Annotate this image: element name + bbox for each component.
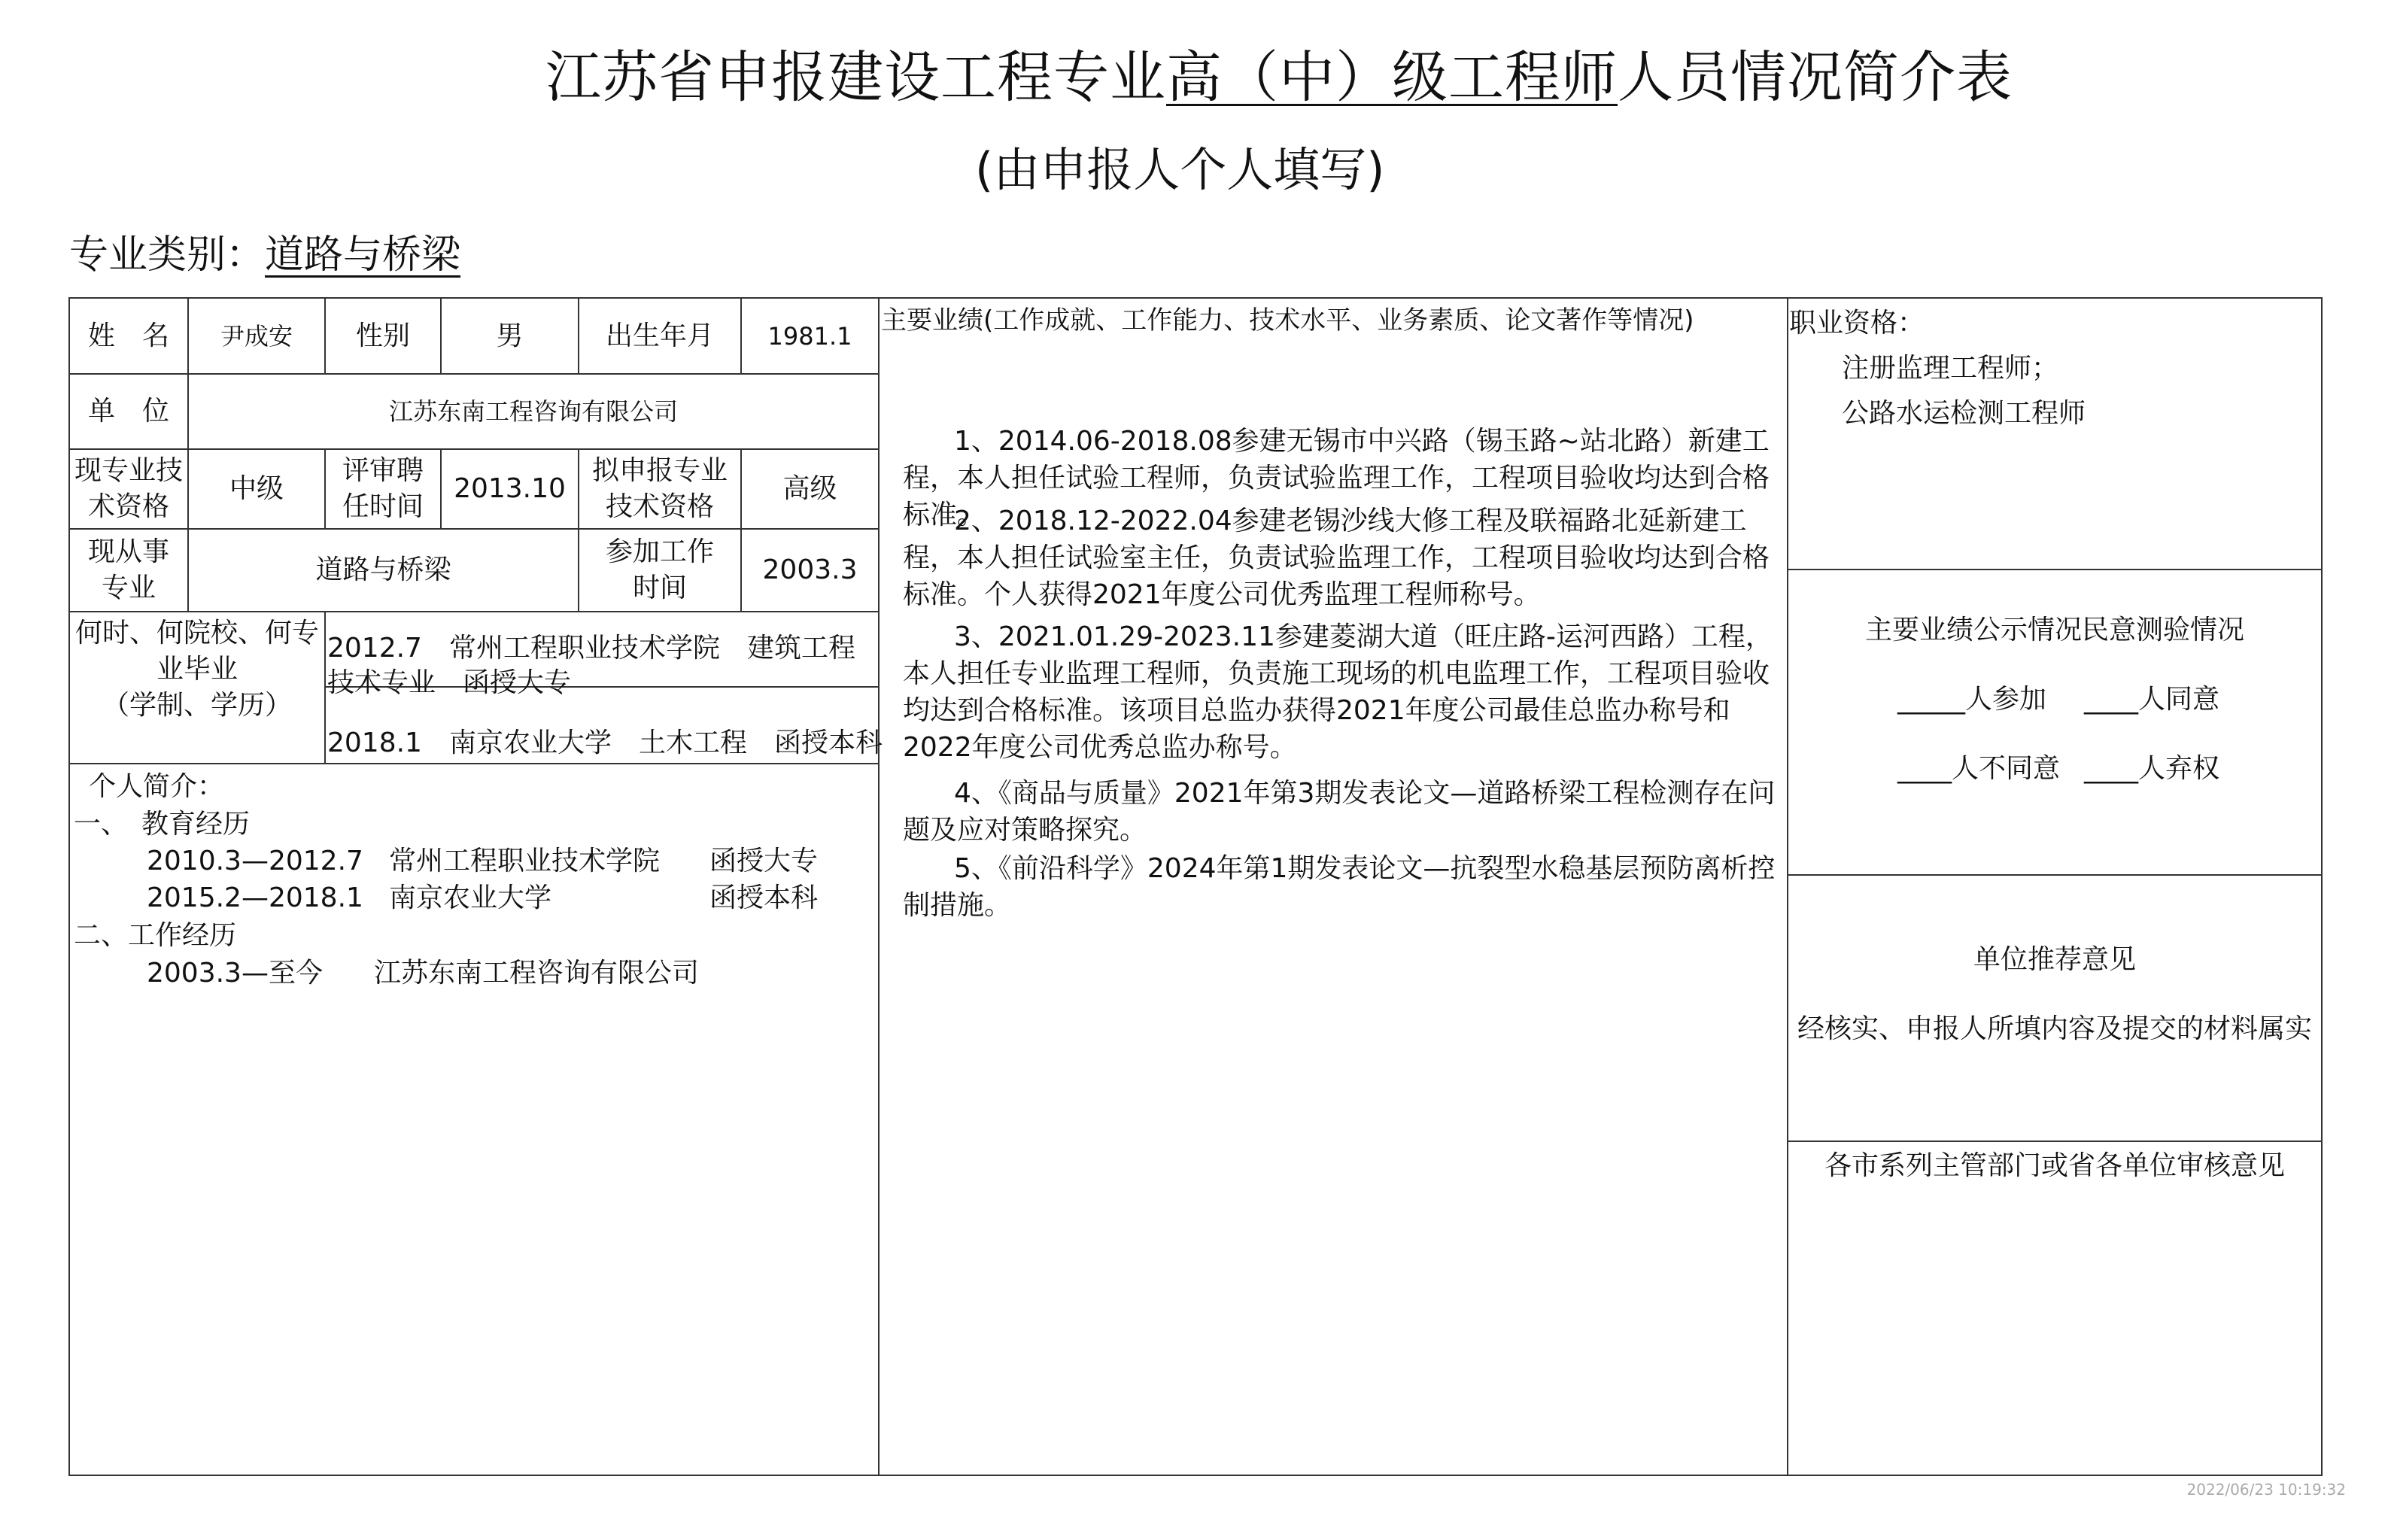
edu-school: 南京农业大学 (389, 882, 552, 913)
category (69, 223, 460, 279)
grad-label-2: （学制、学历） (102, 690, 292, 721)
edu-period: 2015.2—2018.1 (147, 882, 363, 913)
intro-heading: 个人简介： (89, 771, 225, 802)
qualification-item: 注册监理工程师； (1842, 353, 2059, 384)
edu-period: 2010.3—2012.7 (147, 846, 363, 876)
unit-label: 单 位 (87, 396, 169, 427)
survey-abstain: ____人弃权 (2084, 753, 2220, 784)
apply-qual-label: 拟申报专业技术资格 (591, 455, 728, 522)
birth-label: 出生年月 (605, 320, 714, 351)
survey-heading: 主要业绩公示情况民意测验情况 (1864, 615, 2244, 645)
achievement-item: 1、2014.06-2018.08参建无锡市中兴路（锡玉路~站北路）新建工程，本人担任试验工程师，负责试验监理工作，工程项目验收均达到合格标准。 (903, 426, 1770, 530)
survey-participate: _____人参加 (1897, 684, 2047, 715)
edu-degree: 函授本科 (709, 882, 819, 913)
unit-value: 江苏东南工程咨询有限公司 (388, 397, 678, 426)
title-pre: 江苏省申报建设工程专业 (545, 45, 1166, 110)
appoint-label: 评审聘任时间 (342, 455, 424, 522)
work-start-value: 2003.3 (762, 554, 858, 585)
current-qual-value: 中级 (229, 473, 284, 504)
gender-value: 男 (496, 320, 524, 351)
grad-label (70, 612, 324, 763)
recommend-text: 经核实、申报人所填内容及提交的材料属实 (1797, 1013, 2312, 1044)
appoint-value: 2013.10 (454, 473, 566, 504)
qualification-heading: 职业资格： (1789, 308, 1925, 339)
name-value: 尹成安 (220, 321, 293, 351)
work-heading: 二、工作经历 (74, 920, 237, 951)
recommend-heading: 单位推荐意见 (1973, 944, 2136, 975)
achievement-item: 2、2018.12-2022.04参建老锡沙线大修工程及联福路北延新建工程，本人担任试验室主任，负责试验监理工作，工程项目验收均达到合格标准。个人获得2021年度公司优秀监理工程师称号。 (903, 506, 1770, 610)
edu-school: 常州工程职业技术学院 (389, 846, 661, 876)
work-start-label: 参加工作时间 (605, 536, 714, 603)
edu-heading: 一、 教育经历 (74, 809, 251, 840)
qualification-item: 公路水运检测工程师 (1842, 398, 2086, 429)
birth-value: 1981.1 (767, 321, 852, 351)
page-title (0, 33, 2388, 113)
timestamp: 2022/06/23 10:19:32 (2186, 1481, 2346, 1499)
apply-qual-value: 高级 (782, 473, 837, 504)
name-label: 姓 名 (87, 320, 169, 351)
grad-label-1: 何时、何院校、何专业毕业 (74, 618, 319, 685)
major-label: 现从事专业 (87, 536, 169, 603)
gender-label: 性别 (355, 320, 410, 351)
edu-degree: 函授大专 (709, 846, 819, 876)
grad-1-line2: 技术专业 函授大专 (327, 667, 572, 698)
major-value: 道路与桥梁 (315, 554, 451, 585)
title-post: 人员情况简介表 (1618, 45, 2013, 110)
work-period: 2003.3—至今 (147, 958, 323, 989)
work-org: 江苏东南工程咨询有限公司 (374, 958, 700, 989)
achievement-item: 3、2021.01.29-2023.11参建菱湖大道（旺庄路-运河西路）工程，本人担任专业监理工程师，负责施工现场的机电监理工作，工程项目验收均达到合格标准。该项目总监办获得2021年度公司最佳总监办称号和2022年度公司优秀总监办称号。 (903, 621, 1773, 763)
category-value: 道路与桥梁 (265, 232, 461, 278)
review-heading: 各市系列主管部门或省各单位审核意见 (1824, 1150, 2285, 1181)
survey-disagree: ____人不同意 (1897, 753, 2061, 784)
achievement-item: 4、《商品与质量》2021年第3期发表论文—道路桥梁工程检测存在问题及应对策略探究。 (903, 778, 1776, 846)
title-underlined: 高（中）级工程师 (1166, 45, 1618, 110)
page-subtitle: (由申报人个人填写) (975, 142, 1385, 197)
achievements-heading: 主要业绩(工作成就、工作能力、技术水平、业务素质、论文著作等情况) (881, 305, 1694, 336)
achievement-item: 5、《前沿科学》2024年第1期发表论文—抗裂型水稳基层预防离析控制措施。 (903, 853, 1776, 921)
category-label: 专业类别： (69, 232, 266, 278)
grad-1-line1: 2012.7 常州工程职业技术学院 建筑工程 (327, 633, 855, 664)
grad-2: 2018.1 南京农业大学 土木工程 函授本科 (327, 727, 883, 758)
current-qual-label: 现专业技术资格 (74, 455, 183, 522)
survey-agree: ____人同意 (2084, 684, 2220, 715)
